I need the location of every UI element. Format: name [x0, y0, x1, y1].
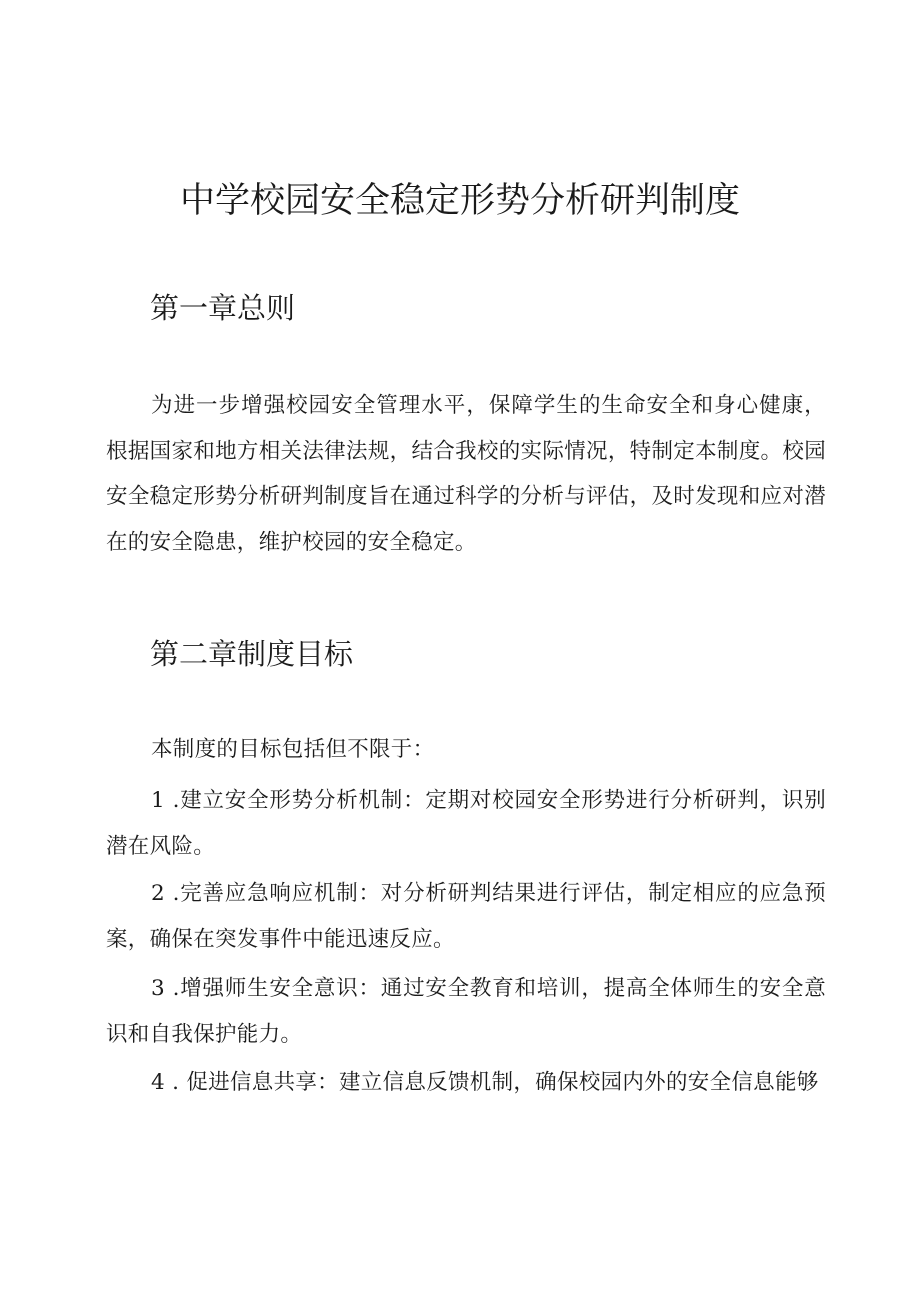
goal-item-4: 4 . 促进信息共享：建立信息反馈机制，确保校园内外的安全信息能够: [151, 1070, 819, 1095]
chapter-2-lead: 本制度的目标包括但不限于：: [151, 737, 435, 762]
chapter-1-paragraph: 为进一步增强校园安全管理水平，保障学生的生命安全和身心健康，根据国家和地方相关法律法规，结合我校的实际情况，特制定本制度。校园安全稳定形势分析研判制度旨在通过科学的分析与评估，及时发现和应对潜在的安全隐患，维护校园的安全稳定。: [106, 393, 826, 555]
goal-item-2: 2 .完善应急响应机制：对分析研判结果进行评估，制定相应的应急预案，确保在突发事件中能迅速反应。: [106, 881, 826, 952]
chapter-2-heading: 第二章制度目标: [150, 637, 354, 671]
document-title: 中学校园安全稳定形势分析研判制度: [179, 181, 740, 221]
chapter-1-heading: 第一章总则: [150, 291, 296, 325]
goal-item-3: 3 .增强师生安全意识：通过安全教育和培训，提高全体师生的安全意识和自我保护能力。: [106, 976, 826, 1047]
goal-item-1: 1 .建立安全形势分析机制：定期对校园安全形势进行分析研判，识别潜在风险。: [106, 788, 826, 859]
